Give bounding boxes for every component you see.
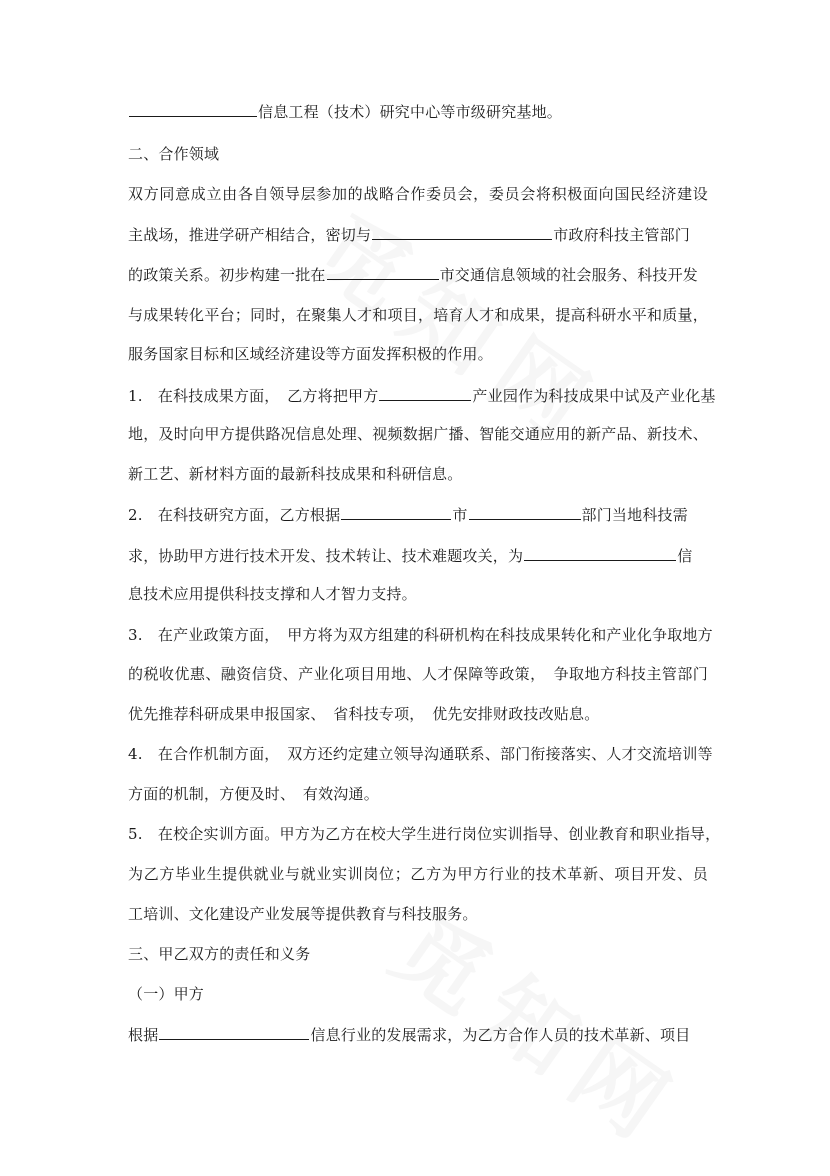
blank-field[interactable] bbox=[469, 504, 581, 520]
subsection-party-a: （一）甲方 bbox=[128, 985, 205, 1003]
item4-line2: 方面的机制，方便及时、 有效沟通。 bbox=[128, 785, 379, 803]
item5-line2: 为乙方毕业生提供就业与就业实训岗位；乙方为甲方行业的技术革新、项目开发、员 bbox=[128, 865, 708, 883]
last-line: 根据 信息行业的发展需求，为乙方合作人员的技术革新、项目 bbox=[128, 1026, 691, 1044]
blank-field[interactable] bbox=[327, 264, 439, 280]
item2-line1: 2. 在科技研究方面，乙方根据 市 部门当地科技需 bbox=[128, 506, 688, 524]
blank-field[interactable] bbox=[524, 545, 676, 561]
item1-line2: 地，及时向甲方提供路况信息处理、视频数据广播、智能交通应用的新产品、新技术、 bbox=[128, 425, 708, 443]
para1-line2: 主战场，推进学研产相结合，密切与 市政府科技主管部门 bbox=[128, 226, 691, 244]
item4-line1: 4. 在合作机制方面， 双方还约定建立领导沟通联系、部门衔接落实、人才交流培训等 bbox=[128, 745, 713, 763]
blank-field[interactable] bbox=[159, 1024, 309, 1040]
para1-line3: 的政策关系。初步构建一批在 市交通信息领域的社会服务、科技开发 bbox=[128, 266, 699, 284]
para1-line1: 双方同意成立由各自领导层参加的战略合作委员会，委员会将积极面向国民经济建设 bbox=[128, 185, 708, 203]
line-1: 信息工程（技术）研究中心等市级研究基地。 bbox=[128, 101, 708, 122]
blank-field[interactable] bbox=[372, 224, 552, 240]
item5-line1: 5. 在校企实训方面。甲方为乙方在校大学生进行岗位实训指导、创业教育和职业指导， bbox=[128, 825, 721, 843]
section-heading-2: 二、合作领域 bbox=[128, 145, 220, 163]
item1-line1: 1. 在科技成果方面， 乙方将把甲方 产业园作为科技成果中试及产业化基 bbox=[128, 387, 716, 405]
para1-line4: 与成果转化平台；同时，在聚集人才和项目，培育人才和成果，提高科研水平和质量， bbox=[128, 306, 708, 324]
blank-field[interactable] bbox=[341, 504, 451, 520]
blank-field[interactable] bbox=[379, 385, 471, 401]
item1-line3: 新工艺、新材料方面的最新科技成果和科研信息。 bbox=[128, 465, 463, 483]
blank-field[interactable] bbox=[129, 101, 257, 117]
item2-line3: 息技术应用提供科技支撑和人才智力支持。 bbox=[128, 585, 417, 603]
item5-line3: 工培训、文化建设产业发展等提供教育与科技服务。 bbox=[128, 905, 478, 923]
para1-line5: 服务国家目标和区域经济建设等方面发挥积极的作用。 bbox=[128, 345, 493, 363]
section-heading-3: 三、甲乙双方的责任和义务 bbox=[128, 945, 311, 963]
item3-line3: 优先推荐科研成果申报国家、 省科技专项， 优先安排财政技改贴息。 bbox=[128, 705, 600, 723]
item3-line2: 的税收优惠、融资信贷、产业化项目用地、人才保障等政策， 争取地方科技主管部门 bbox=[128, 665, 708, 683]
item3-line1: 3. 在产业政策方面， 甲方将为双方组建的科研机构在科技成果转化和产业化争取地方 bbox=[128, 626, 713, 644]
item2-line2: 求，协助甲方进行技术开发、技术转让、技术难题攻关，为 信 bbox=[128, 547, 693, 565]
